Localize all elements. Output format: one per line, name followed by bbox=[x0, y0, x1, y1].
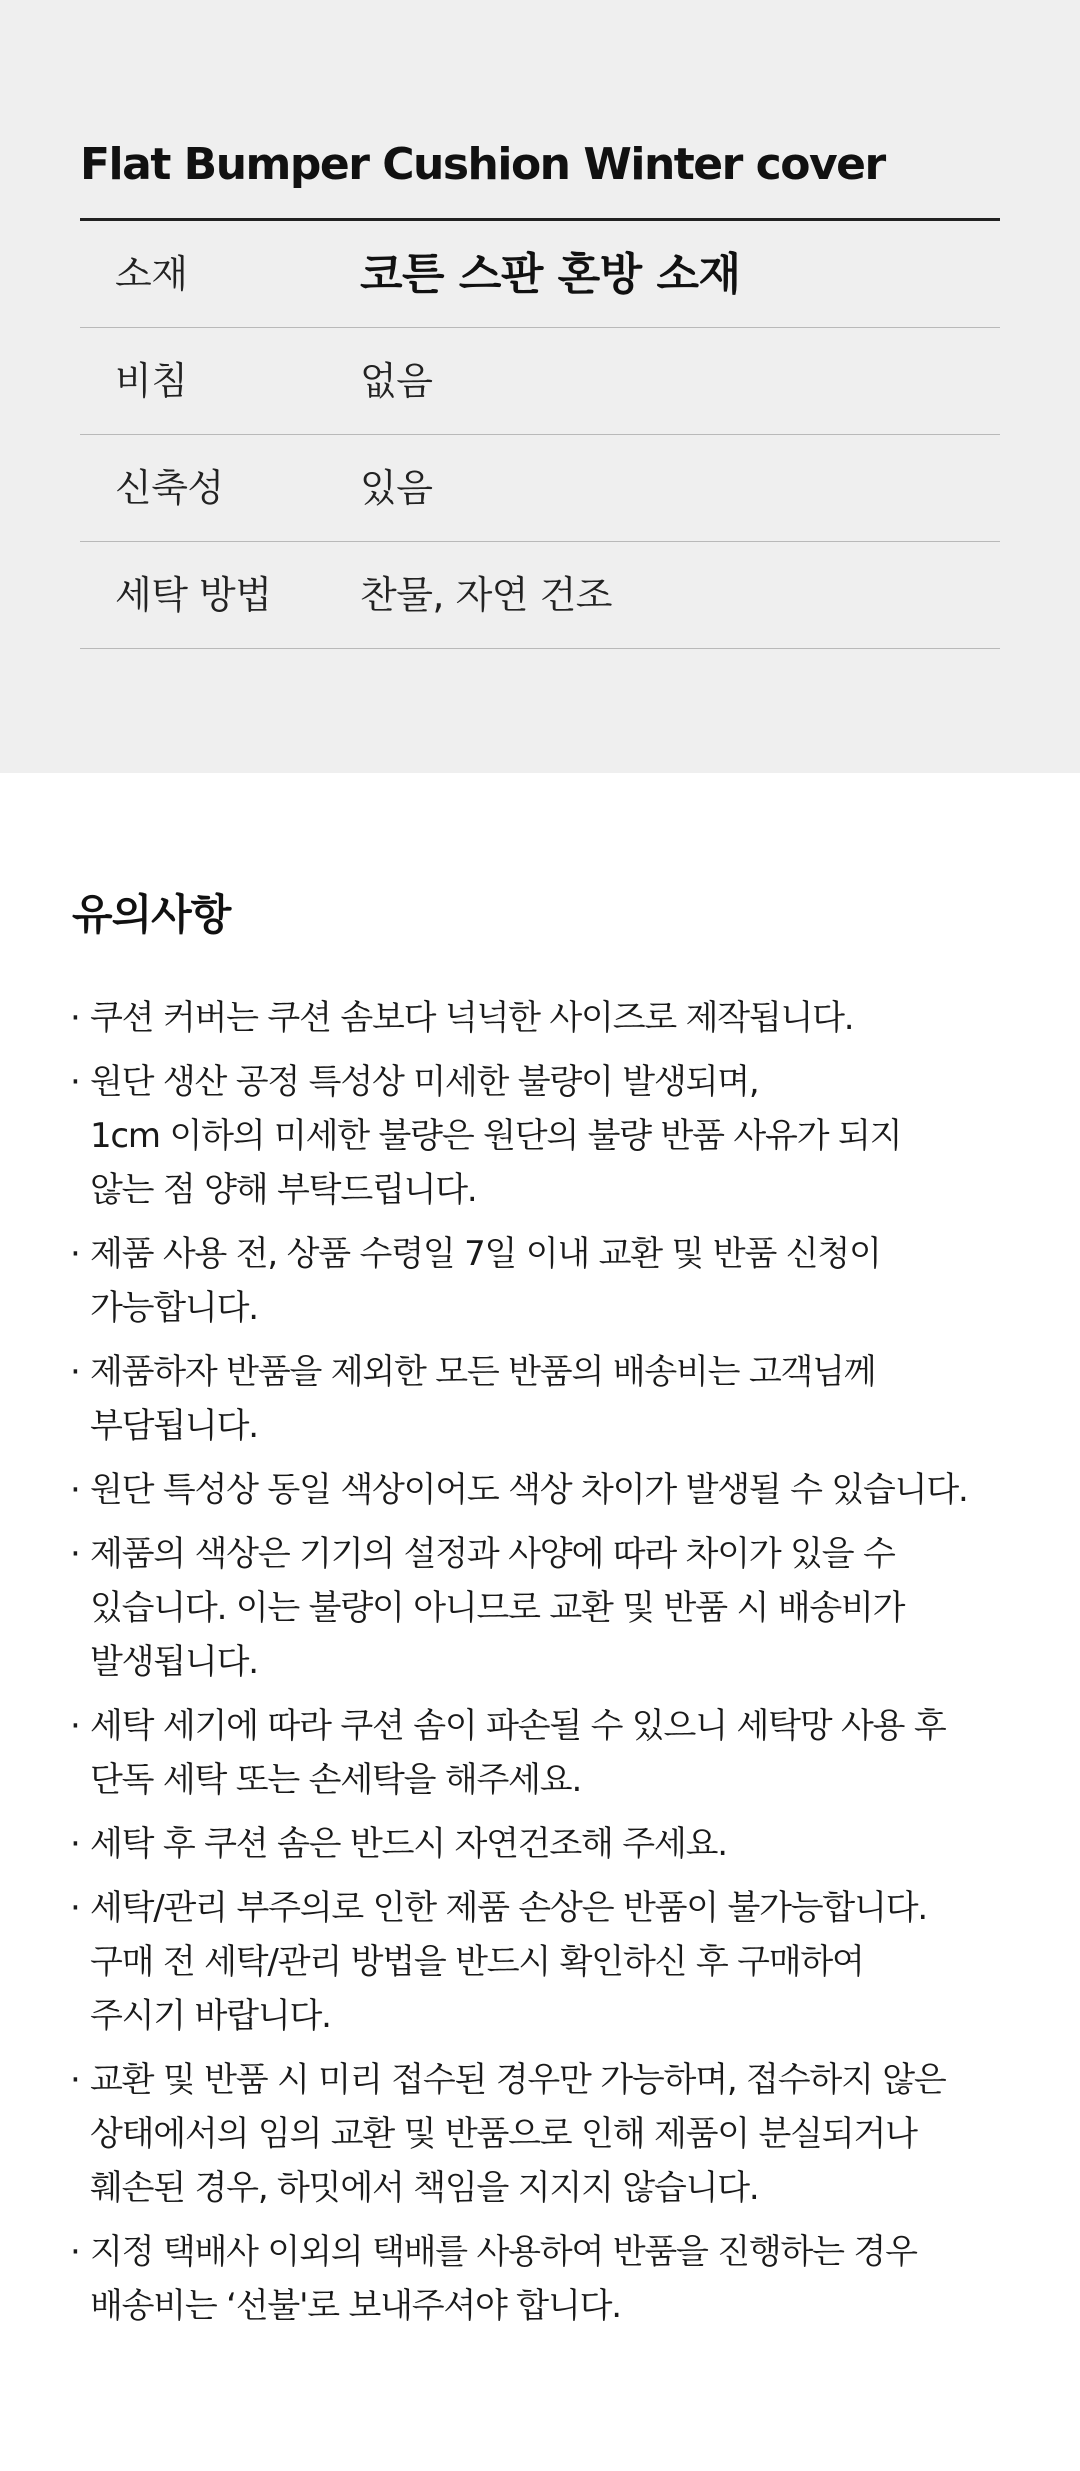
spec-label: 비침 bbox=[115, 359, 188, 403]
notice-line: 않는 점 양해 부탁드립니다. bbox=[90, 1170, 477, 1210]
bullet: · bbox=[70, 1352, 80, 1392]
product-title: Flat Bumper Cushion Winter cover bbox=[80, 139, 885, 190]
spec-label: 세탁 방법 bbox=[115, 573, 272, 617]
notice-line: 단독 세탁 또는 손세탁을 해주세요. bbox=[90, 1760, 582, 1800]
notice-line: 지정 택배사 이외의 택배를 사용하여 반품을 진행하는 경우 bbox=[90, 2232, 917, 2272]
bullet: · bbox=[70, 998, 80, 1038]
notice-item bbox=[70, 1817, 1030, 1871]
notice-line: 배송비는 ‘선불'로 보내주셔야 합니다. bbox=[90, 2286, 621, 2326]
spec-row-transparency bbox=[80, 328, 1000, 435]
bullet: · bbox=[70, 2060, 80, 2100]
notice-item bbox=[70, 1055, 1030, 1217]
spec-value: 찬물, 자연 건조 bbox=[360, 573, 612, 617]
notice-line: 상태에서의 임의 교환 및 반품으로 인해 제품이 분실되거나 bbox=[90, 2114, 917, 2154]
notice-item bbox=[70, 1881, 1030, 2043]
notice-line: 훼손된 경우, 하밋에서 책임을 지지지 않습니다. bbox=[90, 2168, 759, 2208]
notice-line: 가능합니다. bbox=[90, 1288, 258, 1328]
notice-line: 원단 생산 공정 특성상 미세한 불량이 발생되며, bbox=[90, 1062, 759, 1102]
notice-line: 교환 및 반품 시 미리 접수된 경우만 가능하며, 접수하지 않은 bbox=[90, 2060, 946, 2100]
spec-label: 소재 bbox=[115, 252, 188, 296]
spec-row-elasticity bbox=[80, 435, 1000, 542]
bullet: · bbox=[70, 1062, 80, 1102]
bullet: · bbox=[70, 1234, 80, 1274]
notice-line: 제품하자 반품을 제외한 모든 반품의 배송비는 고객님께 bbox=[90, 1352, 876, 1392]
notice-title: 유의사항 bbox=[72, 890, 231, 939]
bullet: · bbox=[70, 1706, 80, 1746]
notice-item bbox=[70, 2225, 1030, 2333]
notice-list bbox=[70, 991, 1030, 2343]
notice-line: 주시기 바랍니다. bbox=[90, 1996, 331, 2036]
bullet: · bbox=[70, 1470, 80, 1510]
bullet: · bbox=[70, 1888, 80, 1928]
spec-value: 있음 bbox=[360, 466, 433, 510]
notice-line: 제품 사용 전, 상품 수령일 7일 이내 교환 및 반품 신청이 bbox=[90, 1234, 881, 1274]
notice-line: 부담됩니다. bbox=[90, 1406, 258, 1446]
spec-value: 없음 bbox=[360, 359, 433, 403]
notice-line: 원단 특성상 동일 색상이어도 색상 차이가 발생될 수 있습니다. bbox=[90, 1470, 968, 1510]
notice-line: 쿠션 커버는 쿠션 솜보다 넉넉한 사이즈로 제작됩니다. bbox=[90, 998, 854, 1038]
notice-line: 1cm 이하의 미세한 불량은 원단의 불량 반품 사유가 되지 bbox=[90, 1116, 902, 1156]
spec-row-washing bbox=[80, 542, 1000, 649]
notice-item bbox=[70, 991, 1030, 1045]
notice-item bbox=[70, 1527, 1030, 1689]
notice-line: 세탁/관리 부주의로 인한 제품 손상은 반품이 불가능합니다. bbox=[90, 1888, 927, 1928]
notice-line: 세탁 세기에 따라 쿠션 솜이 파손될 수 있으니 세탁망 사용 후 bbox=[90, 1706, 946, 1746]
notice-item bbox=[70, 1227, 1030, 1335]
spec-label: 신축성 bbox=[115, 466, 224, 510]
bullet: · bbox=[70, 1534, 80, 1574]
bullet: · bbox=[70, 1824, 80, 1864]
notice-line: 구매 전 세탁/관리 방법을 반드시 확인하신 후 구매하여 bbox=[90, 1942, 864, 1982]
notice-line: 세탁 후 쿠션 솜은 반드시 자연건조해 주세요. bbox=[90, 1824, 727, 1864]
notice-line: 제품의 색상은 기기의 설정과 사양에 따라 차이가 있을 수 bbox=[90, 1534, 895, 1574]
bullet: · bbox=[70, 2232, 80, 2272]
notice-item bbox=[70, 2053, 1030, 2215]
notice-item bbox=[70, 1699, 1030, 1807]
notice-section bbox=[0, 773, 1080, 2471]
notice-line: 있습니다. 이는 불량이 아니므로 교환 및 반품 시 배송비가 bbox=[90, 1588, 905, 1628]
notice-item bbox=[70, 1463, 1030, 1517]
spec-section bbox=[0, 0, 1080, 773]
spec-row-material bbox=[80, 221, 1000, 328]
spec-value: 코튼 스판 혼방 소재 bbox=[360, 249, 741, 300]
notice-line: 발생됩니다. bbox=[90, 1642, 258, 1682]
notice-item bbox=[70, 1345, 1030, 1453]
spec-table bbox=[80, 218, 1000, 649]
